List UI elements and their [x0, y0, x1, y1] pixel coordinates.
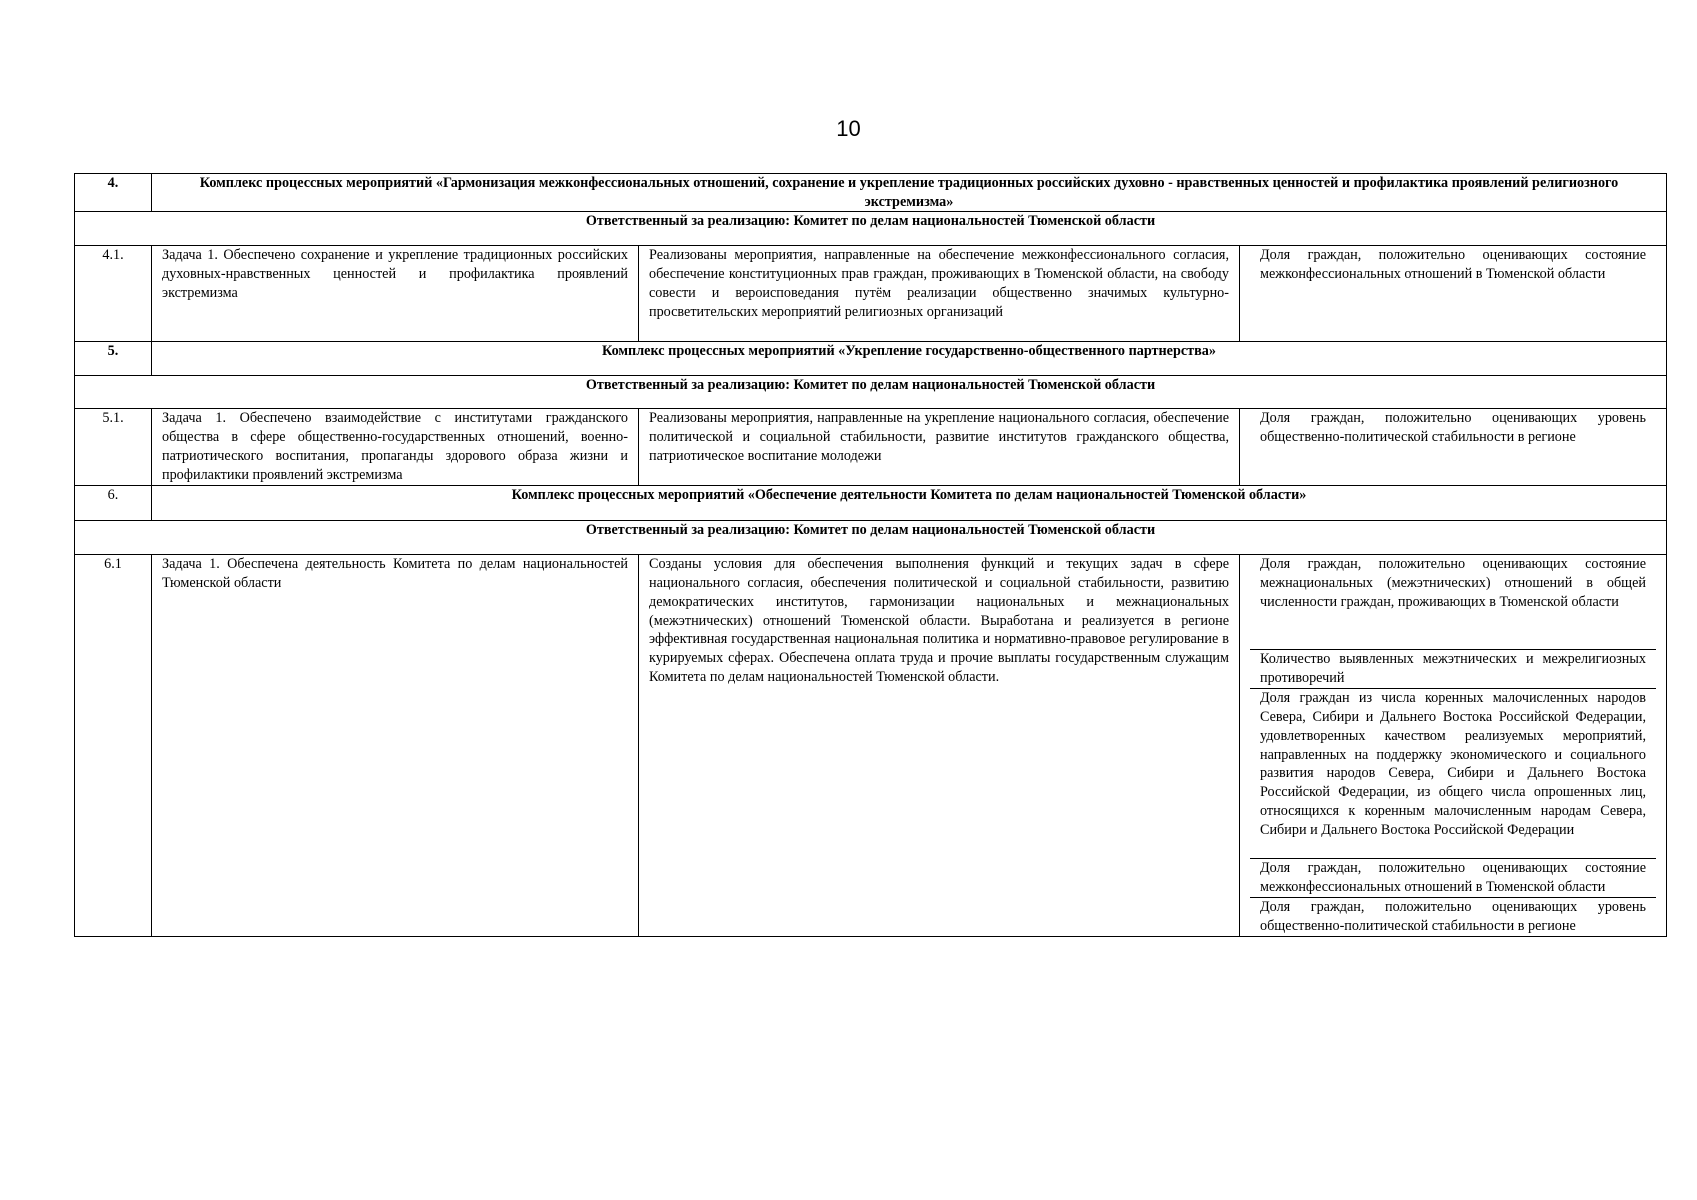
section-number: 5.	[75, 342, 152, 376]
program-table	[74, 173, 1667, 937]
result-text: Реализованы мероприятия, направленные на обеспечение межконфессионального согласия, обеспечение конституционных прав граждан, проживающих в Тюменской области, на свободу совести и вероисповедания путём реализации общественно значимых культурно-просветительских мероприятий религиозных организаций	[639, 246, 1240, 342]
indicators-cell	[1240, 555, 1667, 936]
result-text: Созданы условия для обеспечения выполнения функций и текущих задач в сфере национального согласия, обеспечения политической и социальной стабильности, развитию демократических институтов, гармонизации национальных и межнациональных (межэтнических) отношений Тюменской области. Выработана и реализуется в регионе эффективная государственная национальная политика и нормативно-правовое регулирование в курируемых сферах. Обеспечена оплата труда и прочие выплаты государственным служащим Комитета по делам национальностей Тюменской области.	[639, 555, 1240, 936]
responsible-row	[75, 376, 1667, 409]
indicator-text: Количество выявленных межэтнических и межрелигиозных противоречий	[1250, 650, 1656, 689]
section-title: Комплекс процессных мероприятий «Обеспечение деятельности Комитета по делам национальностей Тюменской области»	[152, 486, 1667, 521]
responsible-row	[75, 521, 1667, 555]
indicator-text: Доля граждан, положительно оценивающих уровень общественно-политической стабильности в регионе	[1260, 899, 1646, 935]
responsible-row	[75, 212, 1667, 246]
section-title: Комплекс процессных мероприятий «Гармонизация межконфессиональных отношений, сохранение и укрепление традиционных российских духовно - нравственных ценностей и профилактика проявлений религиозного экстремизма»	[152, 174, 1667, 212]
indicator-text: Доля граждан из числа коренных малочисленных народов Севера, Сибири и Дальнего Востока Российской Федерации, удовлетворенных качеством реализуемых мероприятий, направленных на поддержку экономического и социального развития народов Севера, Сибири и Дальнего Востока Российской Федерации, из общего числа опрошенных лиц, относящихся к коренным малочисленным народам Севера, Сибири и Дальнего Востока Российской Федерации	[1250, 689, 1656, 859]
page-number: 10	[836, 116, 861, 141]
section-number: 4.	[75, 174, 152, 212]
section-number: 6.	[75, 486, 152, 521]
section-header-row	[75, 486, 1667, 521]
task-number: 6.1	[75, 555, 152, 936]
task-row	[75, 409, 1667, 486]
task-text: Задача 1. Обеспечена деятельность Комитета по делам национальностей Тюменской области	[152, 555, 639, 936]
indicators-cell	[1240, 246, 1667, 342]
indicator-text: Доля граждан, положительно оценивающих состояние межконфессиональных отношений в Тюменской области	[1260, 247, 1646, 283]
indicator-text: Доля граждан, положительно оценивающих состояние межконфессиональных отношений в Тюменской области	[1250, 859, 1656, 898]
section-header-row	[75, 174, 1667, 212]
task-text: Задача 1. Обеспечено взаимодействие с институтами гражданского общества в сфере общественно-государственных отношений, военно-патриотического воспитания, пропаганды здорового образа жизни и профилактики проявлений экстремизма	[152, 409, 639, 486]
responsible-label: Ответственный за реализацию: Комитет по делам национальностей Тюменской области	[75, 521, 1667, 555]
indicators-cell	[1240, 409, 1667, 486]
task-row	[75, 246, 1667, 342]
responsible-label: Ответственный за реализацию: Комитет по делам национальностей Тюменской области	[75, 376, 1667, 409]
task-number: 4.1.	[75, 246, 152, 342]
task-number: 5.1.	[75, 409, 152, 486]
section-title: Комплекс процессных мероприятий «Укрепление государственно-общественного партнерства»	[152, 342, 1667, 376]
section-header-row	[75, 342, 1667, 376]
task-text: Задача 1. Обеспечено сохранение и укрепление традиционных российских духовных-нравственных ценностей и профилактика проявлений экстремизма	[152, 246, 639, 342]
responsible-label: Ответственный за реализацию: Комитет по делам национальностей Тюменской области	[75, 212, 1667, 246]
result-text: Реализованы мероприятия, направленные на укрепление национального согласия, обеспечение политической и социальной стабильности, развитие институтов гражданского общества, патриотическое воспитание молодежи	[639, 409, 1240, 486]
indicator-text: Доля граждан, положительно оценивающих состояние межнациональных (межэтнических) отношений в общей численности граждан, проживающих в Тюменской области	[1250, 555, 1656, 650]
task-row	[75, 555, 1667, 936]
indicator-text: Доля граждан, положительно оценивающих уровень общественно-политической стабильности в регионе	[1260, 410, 1646, 446]
